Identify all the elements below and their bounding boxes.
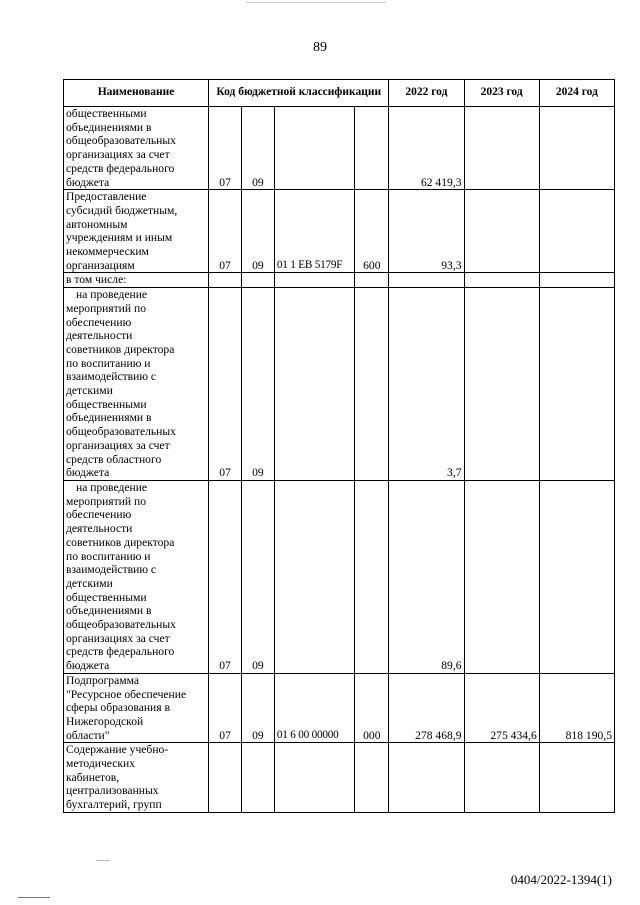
scan-artifact (96, 860, 110, 861)
row-name-line: общеобразовательных (66, 618, 176, 632)
row-name (64, 743, 209, 813)
row-name (64, 480, 209, 673)
row-name-line: организациям (66, 258, 135, 272)
table-row (64, 107, 615, 190)
cell-target-article (274, 288, 355, 481)
row-name-line: кабинетов, (66, 770, 120, 784)
table-row (64, 743, 615, 813)
cell-2024 (539, 107, 614, 190)
header-2024: 2024 год (539, 80, 614, 107)
cell-subsection: 09 (242, 190, 275, 273)
header-name: Наименование (64, 80, 209, 107)
row-name-line: общественными (66, 590, 147, 604)
row-name-line: области" (66, 728, 110, 742)
scan-artifact (246, 2, 386, 3)
row-name-line: на проведение (76, 288, 148, 302)
table-row (64, 480, 615, 673)
scan-artifact (18, 897, 50, 898)
row-name-line: Предоставление (66, 190, 147, 204)
row-name-line: бухгалтерий, групп (66, 798, 162, 812)
table-row (64, 273, 615, 288)
row-name-line: общеобразовательных (66, 425, 176, 439)
cell-2024 (539, 273, 614, 288)
table-row (64, 288, 615, 481)
table-header-row (64, 80, 615, 107)
table-row (64, 673, 615, 743)
row-name-line: учреждениям и иным (66, 231, 173, 245)
row-name-line: мероприятий по (66, 494, 146, 508)
cell-2024 (539, 743, 614, 813)
cell-2022: 3,7 (389, 288, 464, 481)
cell-subsection: 09 (242, 107, 275, 190)
row-name-line: деятельности (66, 522, 133, 536)
cell-expense-type (355, 480, 389, 673)
cell-2022: 89,6 (389, 480, 464, 673)
row-name-line: средств федерального (66, 161, 175, 175)
row-name-line: субсидий бюджетным, (66, 203, 178, 217)
row-name-line: на проведение (76, 480, 148, 494)
cell-2023 (464, 273, 539, 288)
row-name-line: средств областного (66, 452, 162, 466)
row-name-line: советников директора (66, 535, 175, 549)
cell-subsection (242, 743, 275, 813)
row-name-line: взаимодействию с (66, 370, 157, 384)
row-name-line: обеспечению (66, 508, 132, 522)
cell-subsection: 09 (242, 480, 275, 673)
row-name-line: автономным (66, 217, 128, 231)
cell-expense-type (355, 288, 389, 481)
cell-target-article (274, 743, 355, 813)
row-name-line: по воспитанию и (66, 356, 151, 370)
cell-expense-type (355, 743, 389, 813)
cell-target-article (274, 273, 355, 288)
cell-expense-type: 600 (355, 190, 389, 273)
row-name-line: Содержание учебно- (66, 743, 169, 757)
row-name (64, 288, 209, 481)
cell-target-article (274, 480, 355, 673)
row-name-line: общественными (66, 397, 147, 411)
row-name-line: сферы образования в (66, 701, 170, 715)
row-name-line: обеспечению (66, 315, 132, 329)
cell-2022: 62 419,3 (389, 107, 464, 190)
row-name-line: в том числе: (66, 273, 127, 287)
cell-2023 (464, 743, 539, 813)
cell-section: 07 (209, 288, 242, 481)
cell-expense-type (355, 273, 389, 288)
row-name-line: объединениями в (66, 120, 152, 134)
table-row (64, 190, 615, 273)
row-name-line: общеобразовательных (66, 134, 176, 148)
cell-target-article: 01 1 ЕВ 5179F (274, 190, 355, 273)
row-name-line: централизованных (66, 784, 159, 798)
budget-table (63, 79, 615, 813)
cell-section: 07 (209, 107, 242, 190)
row-name-line: Нижегородской (66, 714, 144, 728)
row-name-line: деятельности (66, 329, 133, 343)
row-name-line: взаимодействию с (66, 563, 157, 577)
cell-2024 (539, 480, 614, 673)
row-name-line: "Ресурсное обеспечение (66, 687, 187, 701)
row-name-line: методических (66, 757, 136, 771)
cell-target-article: 01 6 00 00000 (274, 673, 355, 743)
table-body (64, 107, 615, 813)
cell-section: 07 (209, 480, 242, 673)
cell-2023 (464, 288, 539, 481)
row-name (64, 107, 209, 190)
header-code: Код бюджетной классификации (209, 80, 389, 107)
row-name (64, 273, 209, 288)
row-name-line: по воспитанию и (66, 549, 151, 563)
cell-2024 (539, 288, 614, 481)
cell-target-article (274, 107, 355, 190)
cell-section: 07 (209, 673, 242, 743)
row-name (64, 673, 209, 743)
row-name-line: бюджета (66, 175, 110, 189)
cell-section (209, 273, 242, 288)
row-name-line: бюджета (66, 466, 110, 480)
row-name-line: некоммерческим (66, 245, 149, 259)
cell-2023: 275 434,6 (464, 673, 539, 743)
row-name-line: общественными (66, 107, 147, 120)
cell-subsection (242, 273, 275, 288)
row-name-line: советников директора (66, 342, 175, 356)
row-name-line: объединениями в (66, 604, 152, 618)
header-2023: 2023 год (464, 80, 539, 107)
document-code: 0404/2022-1394(1) (510, 872, 612, 887)
cell-expense-type: 000 (355, 673, 389, 743)
cell-2024 (539, 190, 614, 273)
cell-2022 (389, 273, 464, 288)
row-name-line: детскими (66, 384, 113, 398)
row-name-line: организациях за счет (66, 438, 170, 452)
page-number: 89 (313, 40, 327, 55)
cell-2022: 278 468,9 (389, 673, 464, 743)
cell-expense-type (355, 107, 389, 190)
cell-2023 (464, 480, 539, 673)
cell-subsection: 09 (242, 288, 275, 481)
cell-2022: 93,3 (389, 190, 464, 273)
cell-2022 (389, 743, 464, 813)
row-name-line: детскими (66, 576, 113, 590)
row-name-line: бюджета (66, 659, 110, 673)
cell-2023 (464, 107, 539, 190)
cell-2024: 818 190,5 (539, 673, 614, 743)
cell-2023 (464, 190, 539, 273)
cell-subsection: 09 (242, 673, 275, 743)
row-name-line: организациях за счет (66, 148, 170, 162)
row-name-line: объединениями в (66, 411, 152, 425)
row-name-line: организациях за счет (66, 631, 170, 645)
cell-section (209, 743, 242, 813)
row-name-line: мероприятий по (66, 301, 146, 315)
cell-section: 07 (209, 190, 242, 273)
row-name (64, 190, 209, 273)
row-name-line: Подпрограмма (66, 673, 139, 687)
header-2022: 2022 год (389, 80, 464, 107)
row-name-line: средств федерального (66, 645, 175, 659)
